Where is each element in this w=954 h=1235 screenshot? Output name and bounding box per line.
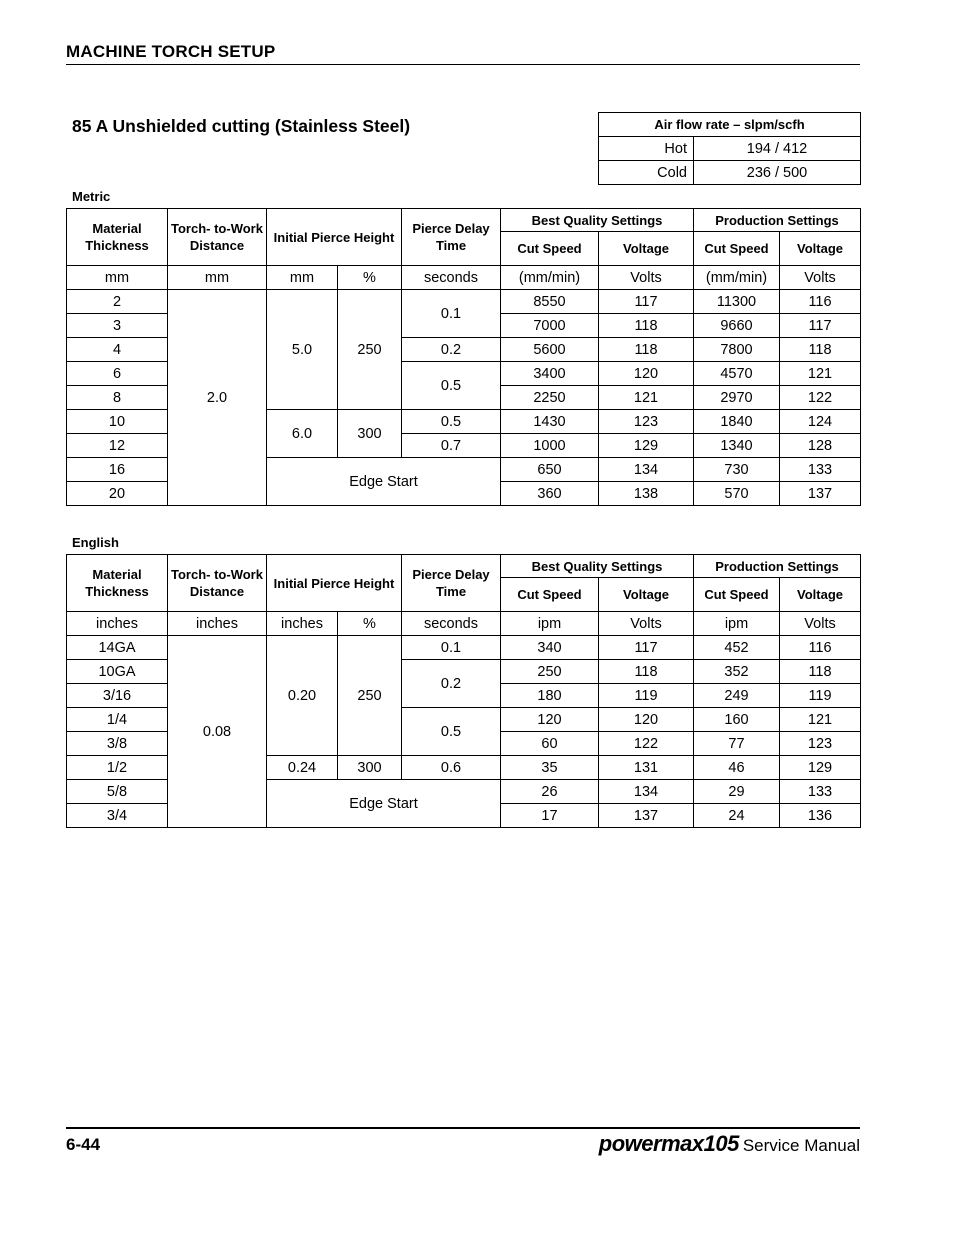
header-rule bbox=[66, 64, 860, 65]
thickness-cell: 3/16 bbox=[67, 684, 168, 708]
col-best-quality: Best Quality Settings bbox=[501, 209, 694, 232]
prod-voltage-cell: 119 bbox=[780, 684, 861, 708]
unit-cell: inches bbox=[168, 612, 267, 636]
units-row bbox=[67, 612, 861, 636]
pierce-percent-cell: 250 bbox=[338, 290, 402, 410]
air-flow-hot-value: 194 / 412 bbox=[694, 137, 861, 161]
pierce-delay-cell: 0.6 bbox=[402, 756, 501, 780]
units-row bbox=[67, 266, 861, 290]
thickness-cell: 1/2 bbox=[67, 756, 168, 780]
prod-voltage-cell: 118 bbox=[780, 338, 861, 362]
unit-cell: Volts bbox=[780, 612, 861, 636]
prod-cut-speed-cell: 2970 bbox=[694, 386, 780, 410]
best-voltage-cell: 119 bbox=[599, 684, 694, 708]
prod-cut-speed-cell: 9660 bbox=[694, 314, 780, 338]
best-voltage-cell: 134 bbox=[599, 458, 694, 482]
col-best-cut-speed: Cut Speed bbox=[501, 232, 599, 266]
torch-distance-cell: 2.0 bbox=[168, 290, 267, 506]
prod-cut-speed-cell: 730 bbox=[694, 458, 780, 482]
thickness-cell: 3 bbox=[67, 314, 168, 338]
prod-voltage-cell: 128 bbox=[780, 434, 861, 458]
edge-start-cell: Edge Start bbox=[267, 458, 501, 506]
edge-start-cell: Edge Start bbox=[267, 780, 501, 828]
prod-voltage-cell: 116 bbox=[780, 636, 861, 660]
prod-voltage-cell: 137 bbox=[780, 482, 861, 506]
prod-cut-speed-cell: 7800 bbox=[694, 338, 780, 362]
best-cut-speed-cell: 650 bbox=[501, 458, 599, 482]
best-cut-speed-cell: 17 bbox=[501, 804, 599, 828]
best-cut-speed-cell: 60 bbox=[501, 732, 599, 756]
best-voltage-cell: 120 bbox=[599, 362, 694, 386]
prod-voltage-cell: 122 bbox=[780, 386, 861, 410]
air-flow-cold-label: Cold bbox=[599, 161, 694, 185]
best-voltage-cell: 131 bbox=[599, 756, 694, 780]
prod-cut-speed-cell: 352 bbox=[694, 660, 780, 684]
english-label: English bbox=[72, 535, 119, 550]
brand-footer bbox=[599, 1131, 860, 1157]
prod-cut-speed-cell: 29 bbox=[694, 780, 780, 804]
col-material-thickness: Material Thickness bbox=[67, 555, 168, 612]
pierce-percent-cell: 250 bbox=[338, 636, 402, 756]
best-cut-speed-cell: 26 bbox=[501, 780, 599, 804]
prod-cut-speed-cell: 1340 bbox=[694, 434, 780, 458]
best-voltage-cell: 138 bbox=[599, 482, 694, 506]
prod-cut-speed-cell: 77 bbox=[694, 732, 780, 756]
col-best-quality: Best Quality Settings bbox=[501, 555, 694, 578]
pierce-delay-cell: 0.2 bbox=[402, 338, 501, 362]
col-prod-voltage: Voltage bbox=[780, 578, 861, 612]
unit-cell: ipm bbox=[694, 612, 780, 636]
prod-cut-speed-cell: 24 bbox=[694, 804, 780, 828]
manual-label: Service Manual bbox=[742, 1136, 860, 1155]
unit-cell: mm bbox=[67, 266, 168, 290]
section-title: MACHINE TORCH SETUP bbox=[66, 42, 276, 61]
thickness-cell: 4 bbox=[67, 338, 168, 362]
col-torch-to-work: Torch- to-Work Distance bbox=[168, 555, 267, 612]
best-cut-speed-cell: 1000 bbox=[501, 434, 599, 458]
best-cut-speed-cell: 120 bbox=[501, 708, 599, 732]
thickness-cell: 20 bbox=[67, 482, 168, 506]
best-voltage-cell: 129 bbox=[599, 434, 694, 458]
prod-voltage-cell: 133 bbox=[780, 780, 861, 804]
unit-cell: ipm bbox=[501, 612, 599, 636]
col-best-voltage: Voltage bbox=[599, 578, 694, 612]
air-flow-cold-value: 236 / 500 bbox=[694, 161, 861, 185]
metric-table bbox=[66, 208, 861, 506]
thickness-cell: 16 bbox=[67, 458, 168, 482]
best-voltage-cell: 122 bbox=[599, 732, 694, 756]
unit-cell: % bbox=[338, 612, 402, 636]
thickness-cell: 3/8 bbox=[67, 732, 168, 756]
prod-voltage-cell: 121 bbox=[780, 708, 861, 732]
best-cut-speed-cell: 180 bbox=[501, 684, 599, 708]
table-row bbox=[67, 636, 861, 660]
unit-cell: Volts bbox=[780, 266, 861, 290]
pierce-delay-cell: 0.7 bbox=[402, 434, 501, 458]
unit-cell: % bbox=[338, 266, 402, 290]
prod-cut-speed-cell: 4570 bbox=[694, 362, 780, 386]
col-production: Production Settings bbox=[694, 555, 861, 578]
footer-rule bbox=[66, 1127, 860, 1129]
best-voltage-cell: 118 bbox=[599, 314, 694, 338]
col-production: Production Settings bbox=[694, 209, 861, 232]
prod-voltage-cell: 133 bbox=[780, 458, 861, 482]
prod-voltage-cell: 124 bbox=[780, 410, 861, 434]
thickness-cell: 1/4 bbox=[67, 708, 168, 732]
best-cut-speed-cell: 2250 bbox=[501, 386, 599, 410]
best-voltage-cell: 137 bbox=[599, 804, 694, 828]
thickness-cell: 6 bbox=[67, 362, 168, 386]
thickness-cell: 5/8 bbox=[67, 780, 168, 804]
torch-distance-cell: 0.08 bbox=[168, 636, 267, 828]
prod-cut-speed-cell: 249 bbox=[694, 684, 780, 708]
pierce-percent-cell: 300 bbox=[338, 410, 402, 458]
best-voltage-cell: 118 bbox=[599, 660, 694, 684]
best-voltage-cell: 118 bbox=[599, 338, 694, 362]
col-best-cut-speed: Cut Speed bbox=[501, 578, 599, 612]
best-voltage-cell: 121 bbox=[599, 386, 694, 410]
unit-cell: Volts bbox=[599, 612, 694, 636]
col-best-voltage: Voltage bbox=[599, 232, 694, 266]
unit-cell: inches bbox=[67, 612, 168, 636]
unit-cell: (mm/min) bbox=[501, 266, 599, 290]
col-pierce-delay-time: Pierce Delay Time bbox=[402, 209, 501, 266]
unit-cell: seconds bbox=[402, 266, 501, 290]
metric-label: Metric bbox=[72, 189, 111, 204]
prod-cut-speed-cell: 46 bbox=[694, 756, 780, 780]
col-initial-pierce-height: Initial Pierce Height bbox=[267, 209, 402, 266]
best-cut-speed-cell: 250 bbox=[501, 660, 599, 684]
best-cut-speed-cell: 1430 bbox=[501, 410, 599, 434]
col-prod-voltage: Voltage bbox=[780, 232, 861, 266]
best-cut-speed-cell: 35 bbox=[501, 756, 599, 780]
thickness-cell: 10GA bbox=[67, 660, 168, 684]
unit-cell: mm bbox=[168, 266, 267, 290]
pierce-height-cell: 0.20 bbox=[267, 636, 338, 756]
english-table bbox=[66, 554, 861, 828]
prod-voltage-cell: 123 bbox=[780, 732, 861, 756]
pierce-delay-cell: 0.5 bbox=[402, 410, 501, 434]
page-number: 6-44 bbox=[66, 1135, 101, 1154]
best-cut-speed-cell: 7000 bbox=[501, 314, 599, 338]
pierce-height-cell: 5.0 bbox=[267, 290, 338, 410]
prod-voltage-cell: 116 bbox=[780, 290, 861, 314]
thickness-cell: 10 bbox=[67, 410, 168, 434]
unit-cell: seconds bbox=[402, 612, 501, 636]
pierce-height-cell: 6.0 bbox=[267, 410, 338, 458]
best-cut-speed-cell: 3400 bbox=[501, 362, 599, 386]
page-title: 85 A Unshielded cutting (Stainless Steel) bbox=[72, 116, 411, 136]
best-voltage-cell: 117 bbox=[599, 290, 694, 314]
pierce-height-cell: 0.24 bbox=[267, 756, 338, 780]
thickness-cell: 2 bbox=[67, 290, 168, 314]
prod-voltage-cell: 129 bbox=[780, 756, 861, 780]
prod-cut-speed-cell: 452 bbox=[694, 636, 780, 660]
pierce-delay-cell: 0.1 bbox=[402, 636, 501, 660]
prod-voltage-cell: 136 bbox=[780, 804, 861, 828]
col-initial-pierce-height: Initial Pierce Height bbox=[267, 555, 402, 612]
unit-cell: mm bbox=[267, 266, 338, 290]
thickness-cell: 3/4 bbox=[67, 804, 168, 828]
prod-cut-speed-cell: 570 bbox=[694, 482, 780, 506]
col-torch-to-work: Torch- to-Work Distance bbox=[168, 209, 267, 266]
best-voltage-cell: 134 bbox=[599, 780, 694, 804]
unit-cell: Volts bbox=[599, 266, 694, 290]
brand-logo: powermax105 bbox=[598, 1131, 739, 1156]
best-voltage-cell: 120 bbox=[599, 708, 694, 732]
col-prod-cut-speed: Cut Speed bbox=[694, 578, 780, 612]
unit-cell: (mm/min) bbox=[694, 266, 780, 290]
best-cut-speed-cell: 340 bbox=[501, 636, 599, 660]
pierce-delay-cell: 0.2 bbox=[402, 660, 501, 708]
air-flow-table bbox=[598, 112, 861, 185]
prod-voltage-cell: 121 bbox=[780, 362, 861, 386]
pierce-delay-cell: 0.5 bbox=[402, 362, 501, 410]
col-material-thickness: Material Thickness bbox=[67, 209, 168, 266]
best-cut-speed-cell: 5600 bbox=[501, 338, 599, 362]
prod-voltage-cell: 117 bbox=[780, 314, 861, 338]
best-voltage-cell: 117 bbox=[599, 636, 694, 660]
prod-voltage-cell: 118 bbox=[780, 660, 861, 684]
pierce-percent-cell: 300 bbox=[338, 756, 402, 780]
prod-cut-speed-cell: 11300 bbox=[694, 290, 780, 314]
prod-cut-speed-cell: 1840 bbox=[694, 410, 780, 434]
unit-cell: inches bbox=[267, 612, 338, 636]
air-flow-hot-label: Hot bbox=[599, 137, 694, 161]
best-cut-speed-cell: 360 bbox=[501, 482, 599, 506]
thickness-cell: 8 bbox=[67, 386, 168, 410]
col-pierce-delay-time: Pierce Delay Time bbox=[402, 555, 501, 612]
thickness-cell: 12 bbox=[67, 434, 168, 458]
best-voltage-cell: 123 bbox=[599, 410, 694, 434]
prod-cut-speed-cell: 160 bbox=[694, 708, 780, 732]
col-prod-cut-speed: Cut Speed bbox=[694, 232, 780, 266]
best-cut-speed-cell: 8550 bbox=[501, 290, 599, 314]
air-flow-title: Air flow rate – slpm/scfh bbox=[599, 113, 861, 137]
thickness-cell: 14GA bbox=[67, 636, 168, 660]
pierce-delay-cell: 0.1 bbox=[402, 290, 501, 338]
table-row bbox=[67, 290, 861, 314]
pierce-delay-cell: 0.5 bbox=[402, 708, 501, 756]
